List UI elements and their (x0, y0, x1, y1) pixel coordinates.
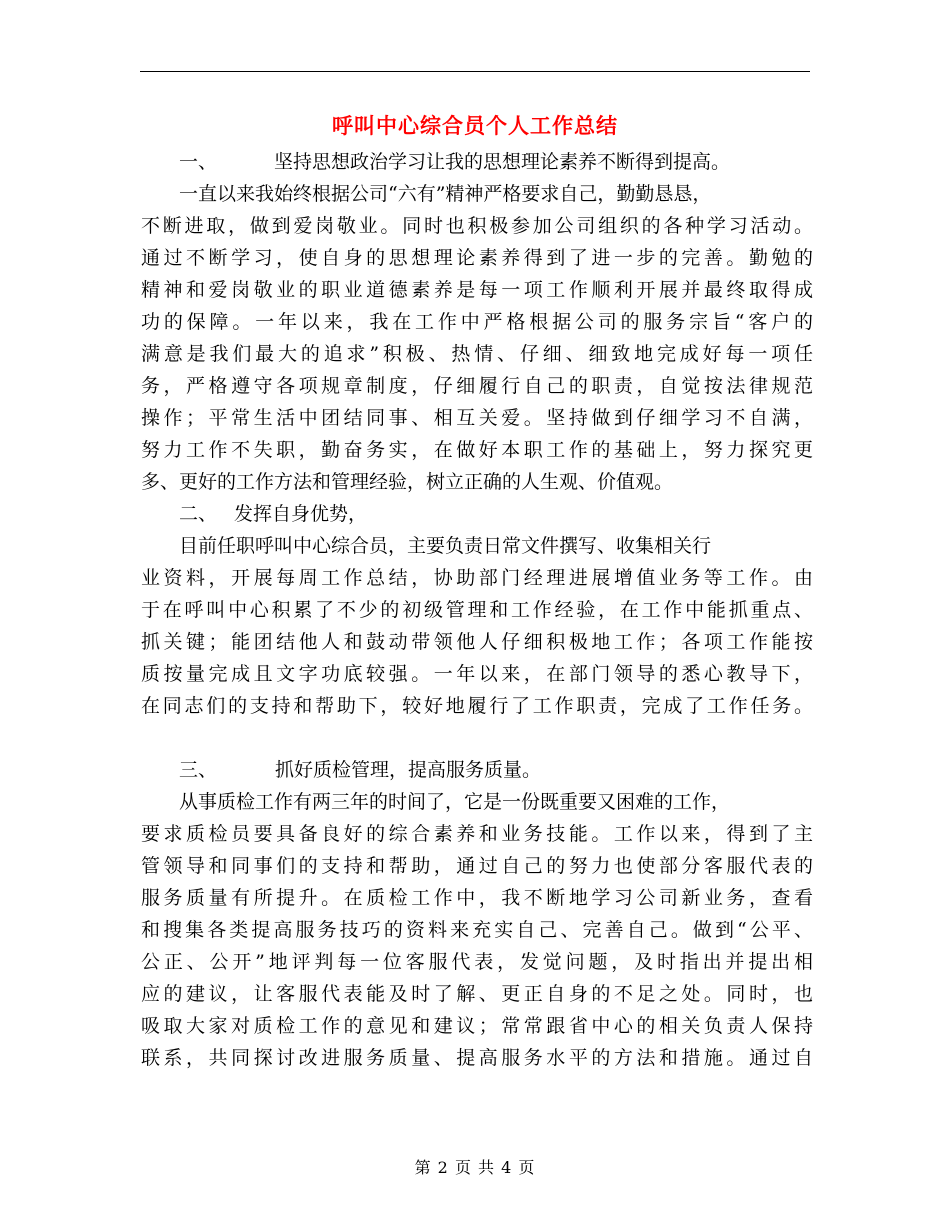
paragraph-line: 吸取大家对质检工作的意见和建议；常常跟省中心的相关负责人保持 (141, 1015, 813, 1037)
section-heading-2 (141, 498, 813, 530)
section-heading-text: 坚持思想政治学习让我的思想理论素养不断得到提高。 (274, 151, 731, 173)
section-heading-1 (141, 146, 813, 178)
section-heading-text: 抓好质检管理，提高服务质量。 (275, 759, 542, 781)
section-number: 二、 (179, 503, 218, 525)
paragraph-line: 业资料，开展每周工作总结，协助部门经理进展增值业务等工作。由 (141, 567, 813, 589)
paragraph-line: 务，严格遵守各项规章制度，仔细履行自己的职责，自觉按法律规范 (141, 375, 813, 397)
document-body (141, 146, 813, 1074)
paragraph-line: 通过不断学习，使自身的思想理论素养得到了进一步的完善。勤勉的 (141, 247, 813, 269)
paragraph-line: 多、更好的工作方法和管理经验，树立正确的人生观、价值观。 (141, 471, 674, 493)
paragraph-line: 操作；平常生活中团结同事、相互关爱。坚持做到仔细学习不自满， (141, 407, 813, 429)
section-number: 一、 (179, 151, 218, 173)
paragraph-line: 质按量完成且文字功底较强。一年以来，在部门领导的悉心教导下， (141, 663, 813, 685)
paragraph-line: 服务质量有所提升。在质检工作中，我不断地学习公司新业务，查看 (141, 887, 813, 909)
paragraph-line: 在同志们的支持和帮助下，较好地履行了工作职责，完成了工作任务。 (141, 695, 813, 717)
page-footer: 第 2 页 共 4 页 (414, 1158, 536, 1177)
paragraph-line: 从事质检工作有两三年的时间了，它是一份既重要又困难的工作， (179, 791, 731, 813)
section-number: 三、 (179, 759, 218, 781)
paragraph-line: 满意是我们最大的追求”积极、热情、仔细、细致地完成好每一项任 (141, 343, 813, 365)
paragraph-line: 公正、公开”地评判每一位客服代表，发觉问题，及时指出并提出相 (141, 951, 813, 973)
section-heading-3 (141, 754, 813, 786)
paragraph-line: 不断进取，做到爱岗敬业。同时也积极参加公司组织的各种学习活动。 (141, 215, 813, 237)
paragraph-line: 联系，共同探讨改进服务质量、提高服务水平的方法和措施。通过自 (141, 1047, 813, 1069)
blank-line (141, 722, 813, 754)
section-heading-text: 发挥自身优势， (234, 503, 368, 525)
paragraph-line: 管领导和同事们的支持和帮助，通过自己的努力也使部分客服代表的 (141, 855, 813, 877)
document-title: 呼叫中心综合员个人工作总结 (332, 114, 618, 138)
paragraph-line: 精神和爱岗敬业的职业道德素养是每一项工作顺利开展并最终取得成 (141, 279, 813, 301)
paragraph-line: 功的保障。一年以来，我在工作中严格根据公司的服务宗旨“客户的 (141, 311, 813, 333)
paragraph-line: 要求质检员要具备良好的综合素养和业务技能。工作以来，得到了主 (141, 823, 813, 845)
paragraph-line: 和搜集各类提高服务技巧的资料来充实自己、完善自己。做到“公平、 (141, 919, 813, 941)
paragraph-line: 于在呼叫中心积累了不少的初级管理和工作经验，在工作中能抓重点、 (141, 599, 813, 621)
paragraph-line: 努力工作不失职，勤奋务实，在做好本职工作的基础上，努力探究更 (141, 439, 813, 461)
paragraph-line: 一直以来我始终根据公司“六有”精神严格要求自己，勤勤恳恳， (179, 183, 712, 205)
paragraph-line: 目前任职呼叫中心综合员，主要负责日常文件撰写、收集相关行 (179, 535, 712, 557)
header-rule (140, 71, 810, 72)
paragraph-line: 应的建议，让客服代表能及时了解、更正自身的不足之处。同时，也 (141, 983, 813, 1005)
paragraph-line: 抓关键；能团结他人和鼓动带领他人仔细积极地工作；各项工作能按 (141, 631, 813, 653)
